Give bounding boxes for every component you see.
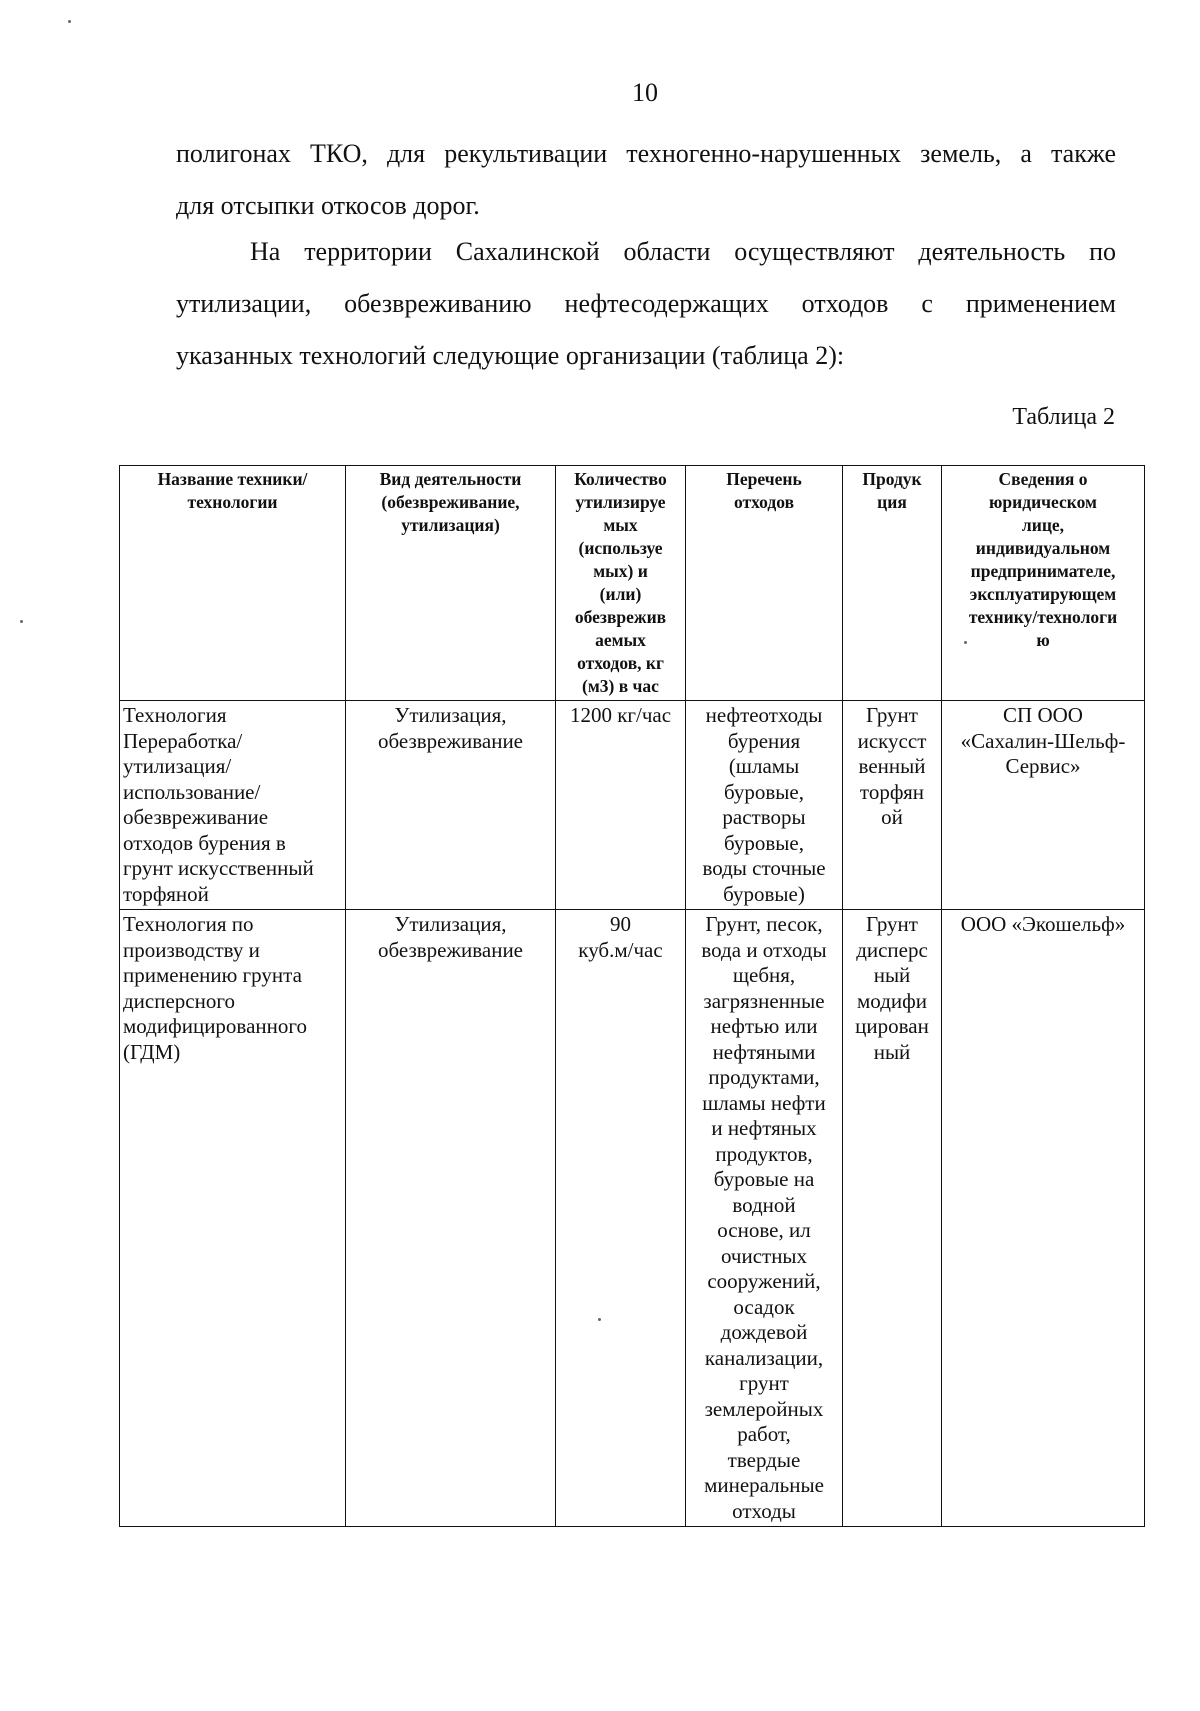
paragraph-2-line-2: утилизации, обезвреживанию нефтесодержащих отходов с применением — [176, 289, 1116, 318]
paragraph-1 — [176, 128, 1116, 232]
cell-waste-list: нефтеотходы бурения (шламы буровые, растворы буровые, воды сточные буровые) — [686, 701, 843, 910]
scan-speck — [598, 1318, 601, 1321]
page-number: 10 — [632, 78, 658, 107]
scan-speck — [20, 620, 23, 623]
cell-operator: ООО «Экошельф» — [942, 910, 1145, 1527]
header-quantity: Количество утилизируе мых (используе мых) и (или) обезврежив аемых отходов, кг (м3) в час — [556, 466, 686, 701]
table-header-row — [120, 466, 1145, 701]
scan-speck — [68, 20, 71, 23]
header-operator: Сведения о юридическом лице, индивидуальном предпринимателе, эксплуатирующем технику/технологи ю — [942, 466, 1145, 701]
paragraph-2 — [176, 226, 1116, 382]
cell-product: Грунт дисперс ный модифи цирован ный — [843, 910, 942, 1527]
cell-quantity: 1200 кг/час — [556, 701, 686, 910]
cell-technology: Технология Переработка/ утилизация/ использование/ обезвреживание отходов бурения в грунт искусственный торфяной — [120, 701, 346, 910]
table-caption: Таблица 2 — [1012, 404, 1115, 430]
cell-operator: СП ООО «Сахалин-Шельф- Сервис» — [942, 701, 1145, 910]
cell-technology: Технология по производству и применению грунта дисперсного модифицированного (ГДМ) — [120, 910, 346, 1527]
table-row — [120, 910, 1145, 1527]
cell-quantity: 90 куб.м/час — [556, 910, 686, 1527]
organizations-table — [119, 465, 1145, 1527]
paragraph-2-line-1: На территории Сахалинской области осуществляют деятельность по — [250, 237, 1116, 266]
table-row — [120, 701, 1145, 910]
scan-speck — [964, 641, 967, 644]
paragraph-2-line-3: указанных технологий следующие организации (таблица 2): — [176, 341, 845, 370]
cell-product: Грунт искусст венный торфян ой — [843, 701, 942, 910]
cell-activity: Утилизация, обезвреживание — [346, 910, 556, 1527]
header-technology: Название техники/ технологии — [120, 466, 346, 701]
header-product: Продук ция — [843, 466, 942, 701]
paragraph-1-line-2: для отсыпки откосов дорог. — [176, 191, 480, 220]
cell-activity: Утилизация, обезвреживание — [346, 701, 556, 910]
header-waste-list: Перечень отходов — [686, 466, 843, 701]
paragraph-1-line-1: полигонах ТКО, для рекультивации техногенно-нарушенных земель, а также — [176, 139, 1116, 168]
cell-waste-list: Грунт, песок, вода и отходы щебня, загрязненные нефтью или нефтяными продуктами, шламы нефти и нефтяных продуктов, буровые на водной основе, ил очистных сооружений, осадок дождевой канализации, грунт землеройных работ, твердые минеральные отходы — [686, 910, 843, 1527]
header-activity: Вид деятельности (обезвреживание, утилизация) — [346, 466, 556, 701]
